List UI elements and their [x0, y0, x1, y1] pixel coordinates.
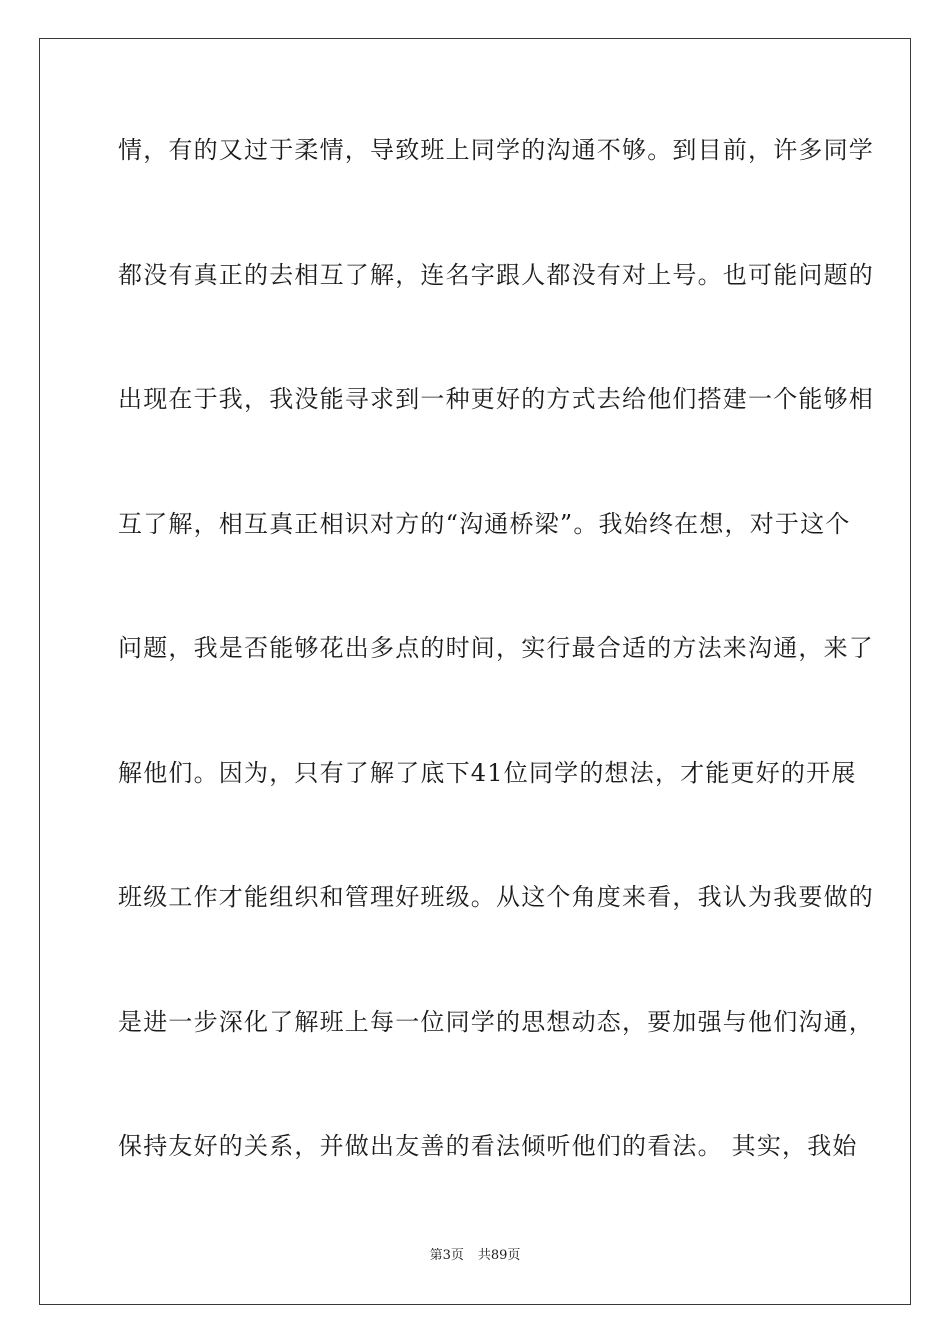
text-line: 是进一步深化了解班上每一位同学的思想动态，要加强与他们沟通，: [118, 1007, 874, 1036]
text-line: 互了解，相互真正相识对方的“沟通桥梁”。我始终在想，对于这个: [118, 509, 851, 538]
text-line: 都没有真正的去相互了解，连名字跟人都没有对上号。也可能问题的: [118, 260, 874, 289]
total-page-count: 共89页: [477, 1248, 521, 1263]
text-line: 班级工作才能组织和管理好班级。从这个角度来看，我认为我要做的: [118, 883, 874, 911]
text-line: 出现在于我，我没能寻求到一种更好的方式去给他们搭建一个能够相: [118, 385, 874, 413]
text-line: 保持友好的关系，并做出友善的看法倾听他们的看法。 其实，我始: [118, 1132, 858, 1160]
page-footer: [0, 1246, 950, 1266]
document-body: [118, 128, 874, 1249]
text-line: 情，有的又过于柔情，导致班上同学的沟通不够。到目前，许多同学: [118, 136, 874, 164]
text-line: 解他们。因为，只有了解了底下41位同学的想法，才能更好的开展: [118, 758, 857, 787]
current-page-number: 第3页: [429, 1248, 464, 1263]
text-line: 问题，我是否能够花出多点的时间，实行最合适的方法来沟通，来了: [118, 634, 874, 662]
